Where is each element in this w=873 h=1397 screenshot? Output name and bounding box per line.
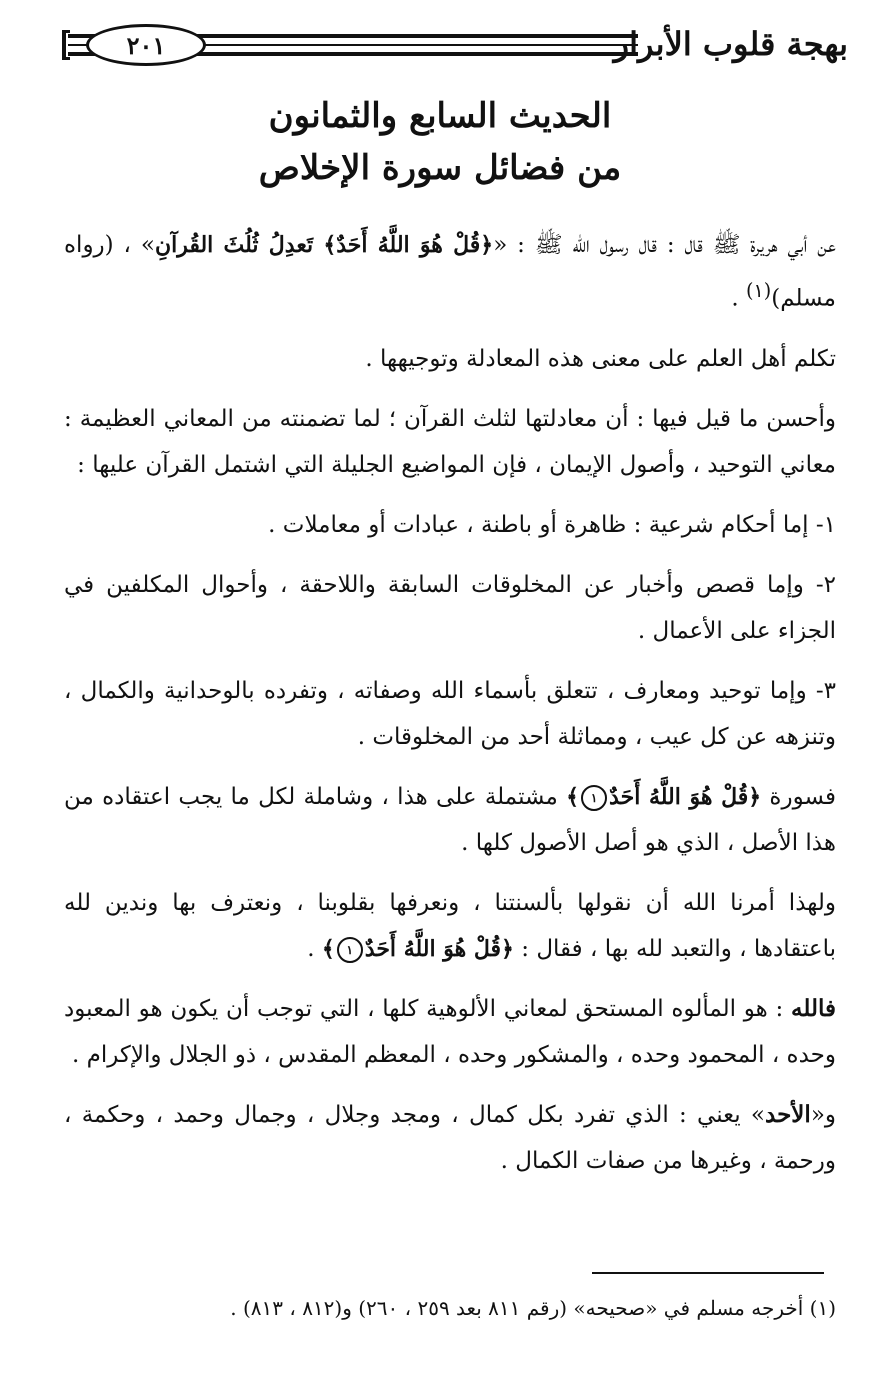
paragraph: فسورة ﴿قُلْ هُوَ اللَّهُ أَحَدٌ١﴾ مشتملة على هذا ، وشاملة لكل ما يجب اعتقاده من هذا الأصل ، الذي هو أصل الأصول كلها .	[64, 783, 836, 856]
chapter-title: الحديث السابع والثمانون	[268, 96, 612, 136]
quran-quote: ﴿قُلْ هُوَ اللَّهُ أَحَدٌ﴾ تَعدِلُ ثُلُثَ القُرآنِ	[154, 232, 494, 258]
hadith-paragraph: عن أبي هريرة ﷺ قال : قال رسول الله ﷺ : «﴿قُلْ هُوَ اللَّهُ أَحَدٌ﴾ تَعدِلُ ثُلُثَ القُرآنِ» ، (رواه مسلم)$^{(١)}$ .	[64, 232, 836, 312]
quran-quote: ﴿قُلْ هُوَ اللَّهُ أَحَدٌ١﴾	[321, 935, 514, 962]
list-item: ٢- وإما قصص وأخبار عن المخلوقات السابقة واللاحقة ، وأحوال المكلفين في الجزاء على الأعمال .	[64, 571, 836, 644]
page-number: ٢٠١	[86, 24, 206, 66]
term: الأحد	[765, 1100, 811, 1128]
body-text	[64, 222, 836, 1198]
paragraph: تكلم أهل العلم على معنى هذه المعادلة وتوجيهها .	[365, 345, 836, 372]
footnote: (١) أخرجه مسلم في «صحيحه» (رقم ٨١١ بعد ٢٥٩ ، ٢٦٠) و(٨١٢ ، ٨١٣) .	[230, 1296, 836, 1320]
list-item: ١- إما أحكام شرعية : ظاهرة أو باطنة ، عبادات أو معاملات .	[268, 511, 836, 538]
paragraph: وأحسن ما قيل فيها : أن معادلتها لثلث القرآن ؛ لما تضمنته من المعاني العظيمة : معاني التوحيد ، وأصول الإيمان ، فإن المواضيع الجليلة التي اشتمل القرآن عليها :	[64, 405, 836, 478]
running-header	[68, 18, 848, 74]
paragraph: و«الأحد» يعني : الذي تفرد بكل كمال ، ومجد وجلال ، وجمال وحمد ، وحكمة ، ورحمة ، وغيرها من صفات الكمال .	[64, 1100, 836, 1174]
chapter-heading	[250, 90, 630, 200]
paragraph: ولهذا أمرنا الله أن نقولها بألسنتنا ، ونعرفها بقلوبنا ، ونعترف بها وندين لله باعتقادها ، والتعبد لله بها ، فقال : ﴿قُلْ هُوَ اللَّهُ أَحَدٌ١﴾ .	[64, 889, 836, 962]
list-item: ٣- وإما توحيد ومعارف ، تتعلق بأسماء الله وصفاته ، وتفرده بالوحدانية والكمال ، وتنزهه عن كل عيب ، ومماثلة أحد من المخلوقات .	[64, 677, 836, 750]
paragraph: فالله : هو المألوه المستحق لمعاني الألوهية كلها ، التي توجب أن يكون هو المعبود وحده ، المحمود وحده ، والمشكور وحده ، المعظم المقدس ، ذو الجلال والإكرام .	[64, 994, 836, 1068]
verse-number-icon: ١	[337, 937, 363, 963]
running-title: بهجة قلوب الأبرار	[613, 25, 848, 63]
footnote-ref: (١)	[746, 279, 772, 302]
chapter-subtitle: من فضائل سورة الإخلاص	[258, 148, 622, 188]
quran-quote: ﴿قُلْ هُوَ اللَّهُ أَحَدٌ١﴾	[566, 783, 762, 810]
footnote-rule	[592, 1272, 824, 1274]
term: فالله	[791, 994, 836, 1022]
verse-number-icon: ١	[581, 785, 607, 811]
